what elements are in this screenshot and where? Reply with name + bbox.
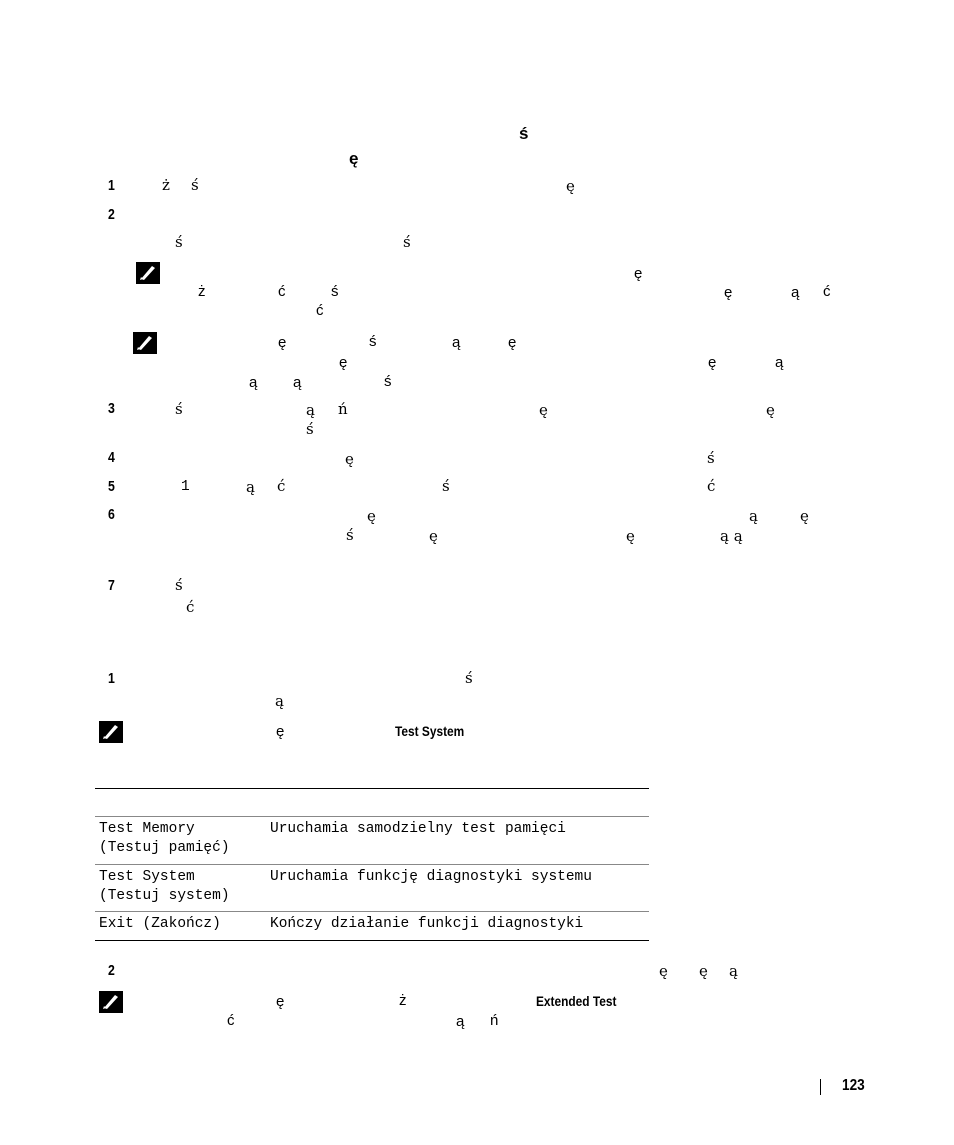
note-glyph: ś [331, 283, 339, 300]
step-glyph: ż [162, 176, 170, 194]
step-number: 1 [108, 670, 115, 687]
note-glyph: ę [278, 334, 287, 351]
step-glyph: ę [367, 507, 376, 525]
page-number-separator [820, 1079, 821, 1095]
table-header-rule [95, 816, 649, 817]
table-option: Test System [99, 869, 195, 885]
step-glyph: ś [175, 400, 183, 418]
step-number: 3 [108, 400, 115, 417]
note-glyph: ę [634, 265, 643, 282]
note-glyph: ć [316, 302, 324, 319]
step-glyph: ą ą [720, 527, 743, 545]
note-glyph: ą [452, 334, 461, 351]
note-glyph: ę [508, 334, 517, 351]
note-glyph: ę [276, 723, 285, 740]
note-glyph: ę [276, 993, 285, 1010]
step-glyph: ś [191, 176, 199, 194]
table-row-rule [95, 911, 649, 912]
note-icon [99, 991, 123, 1013]
note-glyph: ę [708, 354, 717, 371]
step-glyph: ę [566, 177, 575, 195]
step-glyph: ś [346, 526, 354, 544]
step-glyph: 1 [181, 479, 190, 495]
note-glyph: ą [775, 354, 784, 371]
step-glyph: ć [186, 598, 195, 616]
note-glyph: ą [249, 374, 258, 391]
step-glyph: ą [275, 692, 284, 710]
note-glyph: ż [399, 992, 407, 1009]
page-number: 123 [842, 1077, 865, 1094]
step-glyph: ą [729, 962, 738, 980]
step-glyph: ą [749, 507, 758, 525]
note-icon [133, 332, 157, 354]
note-bold-label: Extended Test [536, 993, 617, 1009]
step-number: 1 [108, 177, 115, 194]
table-description: Uruchamia funkcję diagnostyki systemu [270, 869, 592, 885]
note-icon [136, 262, 160, 284]
step-glyph: ą [246, 478, 255, 496]
step-number: 2 [108, 206, 115, 223]
note-icon [99, 721, 123, 743]
note-glyph: ż [198, 283, 206, 300]
step-glyph: ę [766, 401, 775, 419]
step-number: 6 [108, 506, 115, 523]
table-option: (Testuj system) [99, 888, 230, 904]
note-glyph: ę [724, 284, 733, 301]
note-glyph: ś [384, 373, 392, 390]
heading-line-2: ę [349, 149, 359, 168]
step-glyph: ś [403, 233, 411, 251]
step-glyph: ę [699, 962, 708, 980]
step-glyph: ę [626, 527, 635, 545]
step-glyph: ę [659, 962, 668, 980]
step-number: 7 [108, 577, 115, 594]
note-glyph: ę [339, 354, 348, 371]
step-glyph: ą [306, 401, 315, 419]
note-glyph: ć [227, 1012, 235, 1029]
step-glyph: ę [539, 401, 548, 419]
note-glyph: ś [369, 333, 377, 350]
table-bottom-rule [95, 940, 649, 941]
step-glyph: ś [465, 669, 473, 687]
table-option: Test Memory [99, 821, 195, 837]
note-glyph: ń [490, 1012, 499, 1029]
step-glyph: ę [345, 450, 354, 468]
step-glyph: ń [338, 400, 348, 418]
note-glyph: ą [791, 284, 800, 301]
note-glyph: ą [293, 374, 302, 391]
step-glyph: ś [442, 477, 450, 495]
step-number: 5 [108, 478, 115, 495]
table-option: (Testuj pamięć) [99, 840, 230, 856]
step-glyph: ć [277, 477, 286, 495]
step-number: 2 [108, 962, 115, 979]
table-top-rule [95, 788, 649, 789]
step-glyph: ś [175, 576, 183, 594]
step-glyph: ś [707, 449, 715, 467]
step-glyph: ś [306, 420, 314, 438]
step-glyph: ę [429, 527, 438, 545]
step-number: 4 [108, 449, 115, 466]
note-bold-label: Test System [395, 723, 465, 739]
heading-line-1: ś [519, 124, 529, 143]
step-glyph: ś [175, 233, 183, 251]
note-glyph: ą [456, 1013, 465, 1030]
step-glyph: ę [800, 507, 809, 525]
table-description: Kończy działanie funkcji diagnostyki [270, 916, 584, 932]
table-option: Exit (Zakończ) [99, 916, 221, 932]
table-description: Uruchamia samodzielny test pamięci [270, 821, 566, 837]
note-glyph: ć [823, 283, 831, 300]
table-row-rule [95, 864, 649, 865]
step-glyph: ć [707, 477, 716, 495]
note-glyph: ć [278, 283, 286, 300]
